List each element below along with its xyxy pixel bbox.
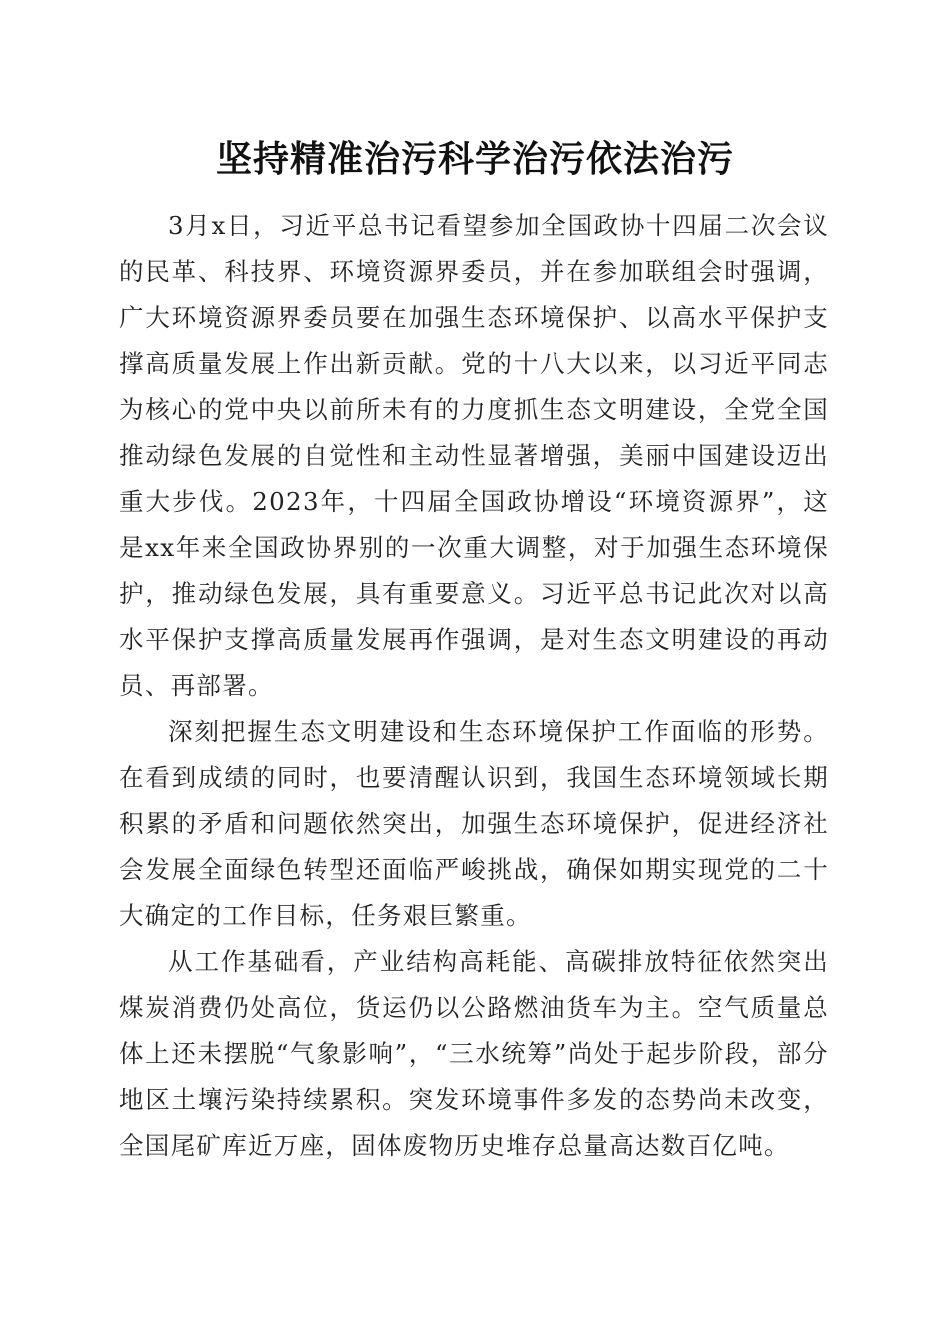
document-body [119, 203, 829, 1169]
document-title: 坚持精准治污科学治污依法治污 [215, 138, 734, 180]
paragraph-2: 深刻把握生态文明建设和生态环境保护工作面临的形势。在看到成绩的同时，也要清醒认识到，我国生态环境领域长期积累的矛盾和问题依然突出，加强生态环境保护，促进经济社会发展全面绿色转型还面临严峻挑战，确保如期实现党的二十大确定的工作目标，任务艰巨繁重。 [119, 717, 829, 930]
paragraph-3: 从工作基础看，产业结构高耗能、高碳排放特征依然突出煤炭消费仍处高位，货运仍以公路燃油货车为主。空气质量总体上还未摆脱“气象影响”，“三水统筹”尚处于起步阶段，部分地区土壤污染持续累积。突发环境事件多发的态势尚未改变，全国尾矿库近万座，固体废物历史堆存总量高达数百亿吨。 [119, 947, 829, 1160]
paragraph-1: 3月x日，习近平总书记看望参加全国政协十四届二次会议的民革、科技界、环境资源界委员，并在参加联组会时强调，广大环境资源界委员要在加强生态环境保护、以高水平保护支撑高质量发展上作出新贡献。党的十八大以来，以习近平同志为核心的党中央以前所未有的力度抓生态文明建设，全党全国推动绿色发展的自觉性和主动性显著增强，美丽中国建设迈出重大步伐。2023年，十四届全国政协增设“环境资源界”，这是xx年来全国政协界别的一次重大调整，对于加强生态环境保护，推动绿色发展，具有重要意义。习近平总书记此次对以高水平保护支撑高质量发展再作强调，是对生态文明建设的再动员、再部署。 [119, 211, 829, 700]
